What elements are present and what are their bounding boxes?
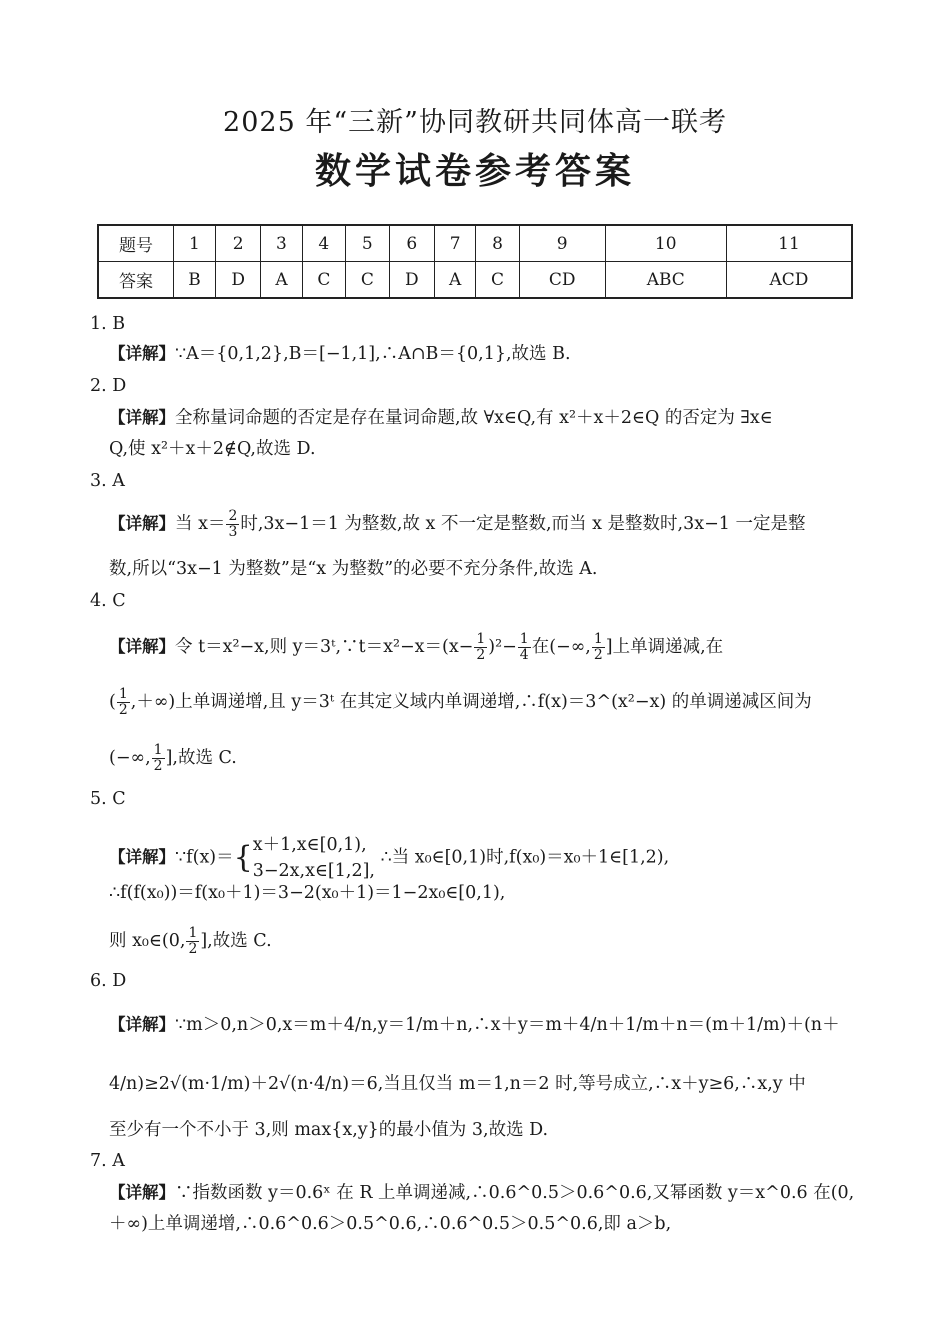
question-number-row <box>98 225 852 262</box>
detail-label: 【详解】 <box>109 847 175 867</box>
solution-text: ∵f(x)＝ <box>175 847 234 868</box>
numerator: 1 <box>593 631 603 647</box>
question-head: 3. A <box>90 471 125 491</box>
piecewise-cases <box>253 832 375 884</box>
question-head: 4. C <box>90 591 126 611</box>
denominator: 3 <box>228 524 238 540</box>
table-cell: 1 <box>174 225 216 262</box>
table-cell: 6 <box>389 225 434 262</box>
solution-text: 4/n)≥2√(m·1/m)＋2√(n·4/n)＝6,当且仅当 m＝1,n＝2 时,等号成立,∴x＋y≥6,∴x,y 中 <box>109 1074 806 1094</box>
table-cell: A <box>261 262 302 299</box>
solution-text: ],故选 C. <box>165 748 237 768</box>
solution-line <box>109 342 571 366</box>
solution-line <box>109 406 773 430</box>
fraction <box>518 632 531 663</box>
table-cell: 9 <box>519 225 605 262</box>
solution-text: 在(−∞, <box>531 637 591 657</box>
numerator: 1 <box>118 686 128 702</box>
solution-line <box>109 687 812 718</box>
solution-line <box>109 743 237 774</box>
table-cell: C <box>346 262 390 299</box>
table-cell: ABC <box>605 262 726 299</box>
detail-label: 【详解】 <box>109 637 175 656</box>
table-cell: D <box>215 262 260 299</box>
table-cell: 10 <box>605 225 726 262</box>
solution-text: 数,所以“3x−1 为整数”是“x 为整数”的必要不充分条件,故选 A. <box>109 559 598 579</box>
question-head: 5. C <box>90 789 126 809</box>
solution-text: ( <box>109 692 116 712</box>
table-cell: ACD <box>726 262 852 299</box>
solution-line <box>109 926 272 957</box>
exam-title: 2025 年“三新”协同教研共同体高一联考 <box>223 107 727 138</box>
detail-label: 【详解】 <box>109 408 175 427</box>
solution-text: ∵m＞0,n＞0,x＝m＋4/n,y＝1/m＋n,∴x＋y＝m＋4/n＋1/m＋n＝(m＋1/m)＋(n＋ <box>175 1015 840 1035</box>
answer-table <box>97 224 853 299</box>
case-line: x＋1,x∈[0,1), <box>252 835 367 855</box>
numerator: 1 <box>476 631 486 647</box>
numerator: 1 <box>188 925 198 941</box>
solution-line <box>109 1181 854 1205</box>
solution-text: ∵指数函数 y＝0.6ˣ 在 R 上单调递减,∴0.6^0.5＞0.6^0.6,又幂函数 y＝x^0.6 在(0, <box>175 1183 855 1203</box>
table-cell: 5 <box>346 225 390 262</box>
left-brace: { <box>233 840 253 875</box>
solution-text: ]上单调递减,在 <box>605 637 724 657</box>
denominator: 2 <box>188 941 198 957</box>
table-cell: 8 <box>476 225 520 262</box>
solution-text: 至少有一个不小于 3,则 max{x,y}的最小值为 3,故选 D. <box>109 1120 549 1140</box>
solution-text: 当 x＝ <box>175 514 226 534</box>
table-cell: 2 <box>215 225 260 262</box>
answer-row <box>98 262 852 299</box>
detail-label: 【详解】 <box>109 1015 175 1034</box>
fraction <box>186 926 199 957</box>
detail-label: 【详解】 <box>109 344 175 363</box>
denominator: 2 <box>118 702 128 718</box>
denominator: 2 <box>476 647 486 663</box>
numerator: 2 <box>228 508 238 524</box>
table-cell: 7 <box>435 225 476 262</box>
fraction <box>226 509 239 540</box>
question-head: 2. D <box>90 376 127 396</box>
denominator: 2 <box>153 758 163 774</box>
solution-line <box>109 1013 840 1037</box>
solution-text: 则 x₀∈(0, <box>109 931 186 951</box>
case-line: 3−2x,x∈[1,2], <box>252 861 375 881</box>
numerator: 1 <box>519 631 529 647</box>
table-cell: B <box>174 262 216 299</box>
solution-text: ＋∞)上单调递增,∴0.6^0.6＞0.5^0.6,∴0.6^0.5＞0.5^0.6,即 a＞b, <box>109 1214 672 1234</box>
fraction <box>152 743 165 774</box>
solution-line <box>109 832 669 884</box>
table-cell: 3 <box>261 225 302 262</box>
solution-text: ,＋∞)上单调递增,且 y＝3ᵗ 在其定义域内单调递增,∴f(x)＝3^(x²−x) 的单调递减区间为 <box>130 692 812 712</box>
table-cell: A <box>435 262 476 299</box>
question-head: 7. A <box>90 1151 125 1171</box>
solution-text: ],故选 C. <box>200 931 272 951</box>
table-cell: CD <box>519 262 605 299</box>
solution-text: (−∞, <box>109 748 151 768</box>
solution-text: ∵A＝{0,1,2},B＝[−1,1],∴A∩B＝{0,1},故选 B. <box>175 344 571 364</box>
table-cell: C <box>476 262 520 299</box>
question-head: 1. B <box>90 314 126 334</box>
solution-text: Q,使 x²＋x＋2∉Q,故选 D. <box>109 439 316 459</box>
solution-text: 时,3x−1＝1 为整数,故 x 不一定是整数,而当 x 是整数时,3x−1 一定是整 <box>240 514 806 534</box>
denominator: 2 <box>593 647 603 663</box>
denominator: 4 <box>519 647 529 663</box>
numerator: 1 <box>153 742 163 758</box>
row-label-question: 题号 <box>98 225 174 262</box>
question-head: 6. D <box>90 971 127 991</box>
document-title: 数学试卷参考答案 <box>314 151 635 192</box>
detail-label: 【详解】 <box>109 514 175 533</box>
row-label-answer: 答案 <box>98 262 174 299</box>
detail-label: 【详解】 <box>109 1183 175 1202</box>
solution-text: ∴当 x₀∈[0,1)时,f(x₀)＝x₀＋1∈[1,2), <box>380 847 670 868</box>
table-cell: 11 <box>726 225 852 262</box>
solution-text: 全称量词命题的否定是存在量词命题,故 ∀x∈Q,有 x²＋x＋2∈Q 的否定为 ∃x∈ <box>175 408 773 428</box>
table-cell: D <box>389 262 434 299</box>
solution-text: ∴f(f(x₀))＝f(x₀＋1)＝3−2(x₀＋1)＝1−2x₀∈[0,1), <box>109 883 506 903</box>
solution-text: 令 t＝x²−x,则 y＝3ᵗ,∵t＝x²−x＝(x− <box>175 637 474 657</box>
solution-line <box>109 509 805 540</box>
table-cell: 4 <box>302 225 346 262</box>
solution-text: )²− <box>488 637 517 657</box>
solution-line <box>109 632 723 663</box>
fraction <box>592 632 605 663</box>
fraction <box>117 687 130 718</box>
table-cell: C <box>302 262 346 299</box>
fraction <box>474 632 487 663</box>
